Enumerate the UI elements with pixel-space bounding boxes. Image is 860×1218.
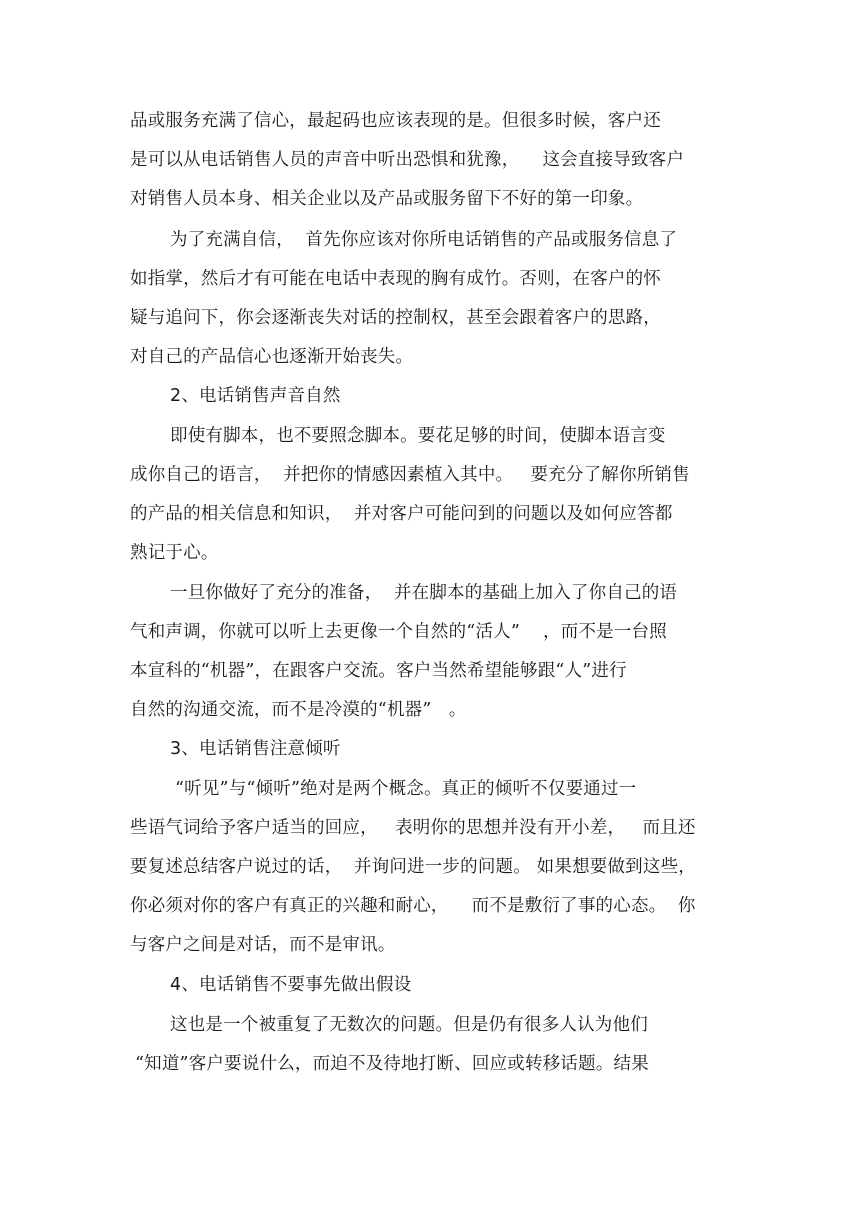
text-line: 的产品的相关信息和知识， 并对客户可能问到的问题以及如何应答都 — [130, 504, 673, 524]
text-line: “知道”客户要说什么，而迫不及待地打断、回应或转移话题。结果 — [135, 1054, 649, 1074]
section-heading: 4、电话销售不要事先做出假设 — [170, 975, 412, 995]
text-line: 是可以从电话销售人员的声音中听出恐惧和犹豫， 这会直接导致客户 — [130, 150, 685, 170]
text-line: “听见”与“倾听”绝对是两个概念。真正的倾听不仅要通过一 — [175, 779, 637, 799]
text-line: 为了充满自信， 首先你应该对你所电话销售的产品或服务信息了 — [170, 230, 678, 250]
section-heading: 2、电话销售声音自然 — [170, 386, 341, 406]
text-line: 这也是一个被重复了无数次的问题。但是仍有很多人认为他们 — [170, 1015, 648, 1035]
text-line: 成你自己的语言， 并把你的情感因素植入其中。 要充分了解你所销售 — [130, 465, 690, 485]
text-line: 自然的沟通交流，而不是冷漠的“机器” 。 — [130, 700, 467, 720]
text-line: 气和声调，你就可以听上去更像一个自然的“活人” ，而不是一台照 — [130, 622, 667, 642]
text-line: 熟记于心。 — [130, 543, 219, 563]
text-line: 对自己的产品信心也逐渐开始丧失。 — [130, 347, 414, 367]
text-line: 要复述总结客户说过的话， 并询问进一步的问题。 如果想要做到这些， — [130, 857, 696, 877]
text-line: 疑与追问下，你会逐渐丧失对话的控制权，甚至会跟着客户的思路， — [130, 308, 661, 328]
text-line: 与客户之间是对话，而不是审讯。 — [130, 935, 396, 955]
text-line: 如指掌，然后才有可能在电话中表现的胸有成竹。否则，在客户的怀 — [130, 269, 661, 289]
section-heading: 3、电话销售注意倾听 — [170, 739, 341, 759]
text-line: 些语气词给予客户适当的回应， 表明你的思想并没有开小差， 而且还 — [130, 818, 696, 838]
text-line: 一旦你做好了充分的准备， 并在脚本的基础上加入了你自己的语 — [170, 583, 678, 603]
text-line: 本宣科的“机器”，在跟客户交流。客户当然希望能够跟“人”进行 — [130, 661, 627, 681]
text-line: 对销售人员本身、相关企业以及产品或服务留下不好的第一印象。 — [130, 189, 644, 209]
text-line: 品或服务充满了信心，最起码也应该表现的是。但很多时候，客户还 — [130, 111, 661, 131]
text-line: 你必须对你的客户有真正的兴趣和耐心， 而不是敷衍了事的心态。 你 — [130, 896, 696, 916]
text-line: 即使有脚本，也不要照念脚本。要花足够的时间，使脚本语言变 — [170, 426, 666, 446]
